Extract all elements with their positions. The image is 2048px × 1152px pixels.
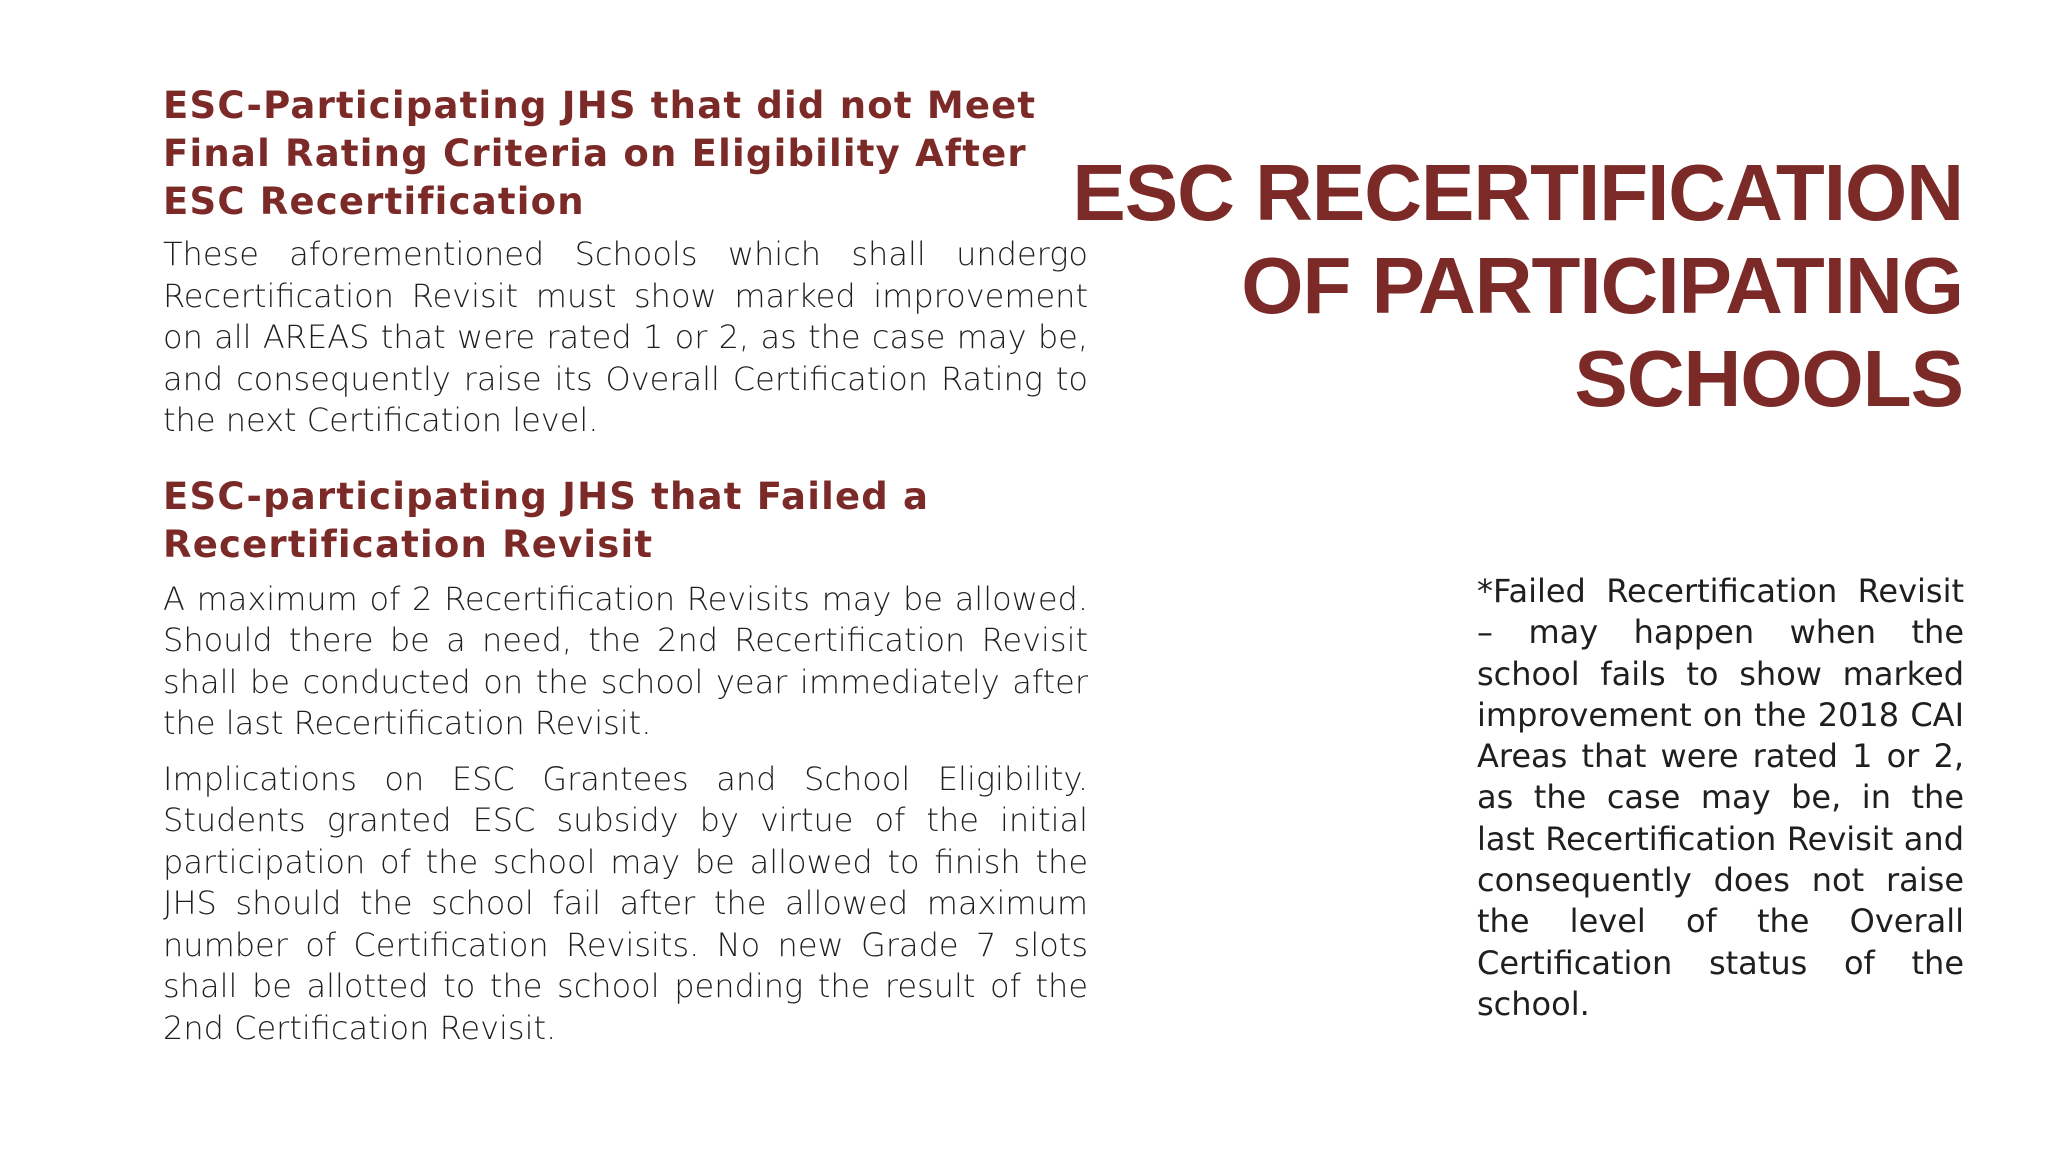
slide-title-line-1: ESC RECERTIFICATION xyxy=(1072,148,1963,237)
section-heading-failed-revisit: ESC-participating JHS that Failed a Recertification Revisit xyxy=(163,474,930,566)
section-heading-final-rating: ESC-Participating JHS that did not Meet Final Rating Criteria on Eligibility After ESC Recertification xyxy=(163,84,1037,223)
left-column xyxy=(163,82,1093,1049)
section-paragraph-implications: Implications on ESC Grantees and School Eligibility. Students granted ESC subsidy by virtue of the initial participation of the school may be allowed to finish the JHS should the school fail after the allowed maximum number of Certification Revisits. No new Grade 7 slots shall be allotted to the school pending the result of the 2nd Certification Revisit. xyxy=(163,759,1088,1047)
slide-title xyxy=(1063,146,1963,425)
slide-title-line-3: SCHOOLS xyxy=(1574,334,1963,423)
failed-revisit-note: *Failed Recertification Revisit – may happen when the school fails to show marked improvement on the 2018 CAI Areas that were rated 1 or 2, as the case may be, in the last Recertification Revisit and consequently does not raise the level of the Overall Certification status of the school. xyxy=(1477,572,1964,1023)
section-paragraph-recertification-revisit: These aforementioned Schools which shall undergo Recertification Revisit must show marked improvement on all AREAS that were rated 1 or 2, as the case may be, and consequently raise its Overall Certification Rating to the next Certification level. xyxy=(163,235,1088,439)
slide-title-line-2: OF PARTICIPATING xyxy=(1241,241,1963,330)
section-paragraph-max-revisits: A maximum of 2 Recertification Revisits may be allowed. Should there be a need, the 2nd Recertification Revisit shall be conducted on the school year immediately after the last Recertification Revisit. xyxy=(163,579,1088,742)
